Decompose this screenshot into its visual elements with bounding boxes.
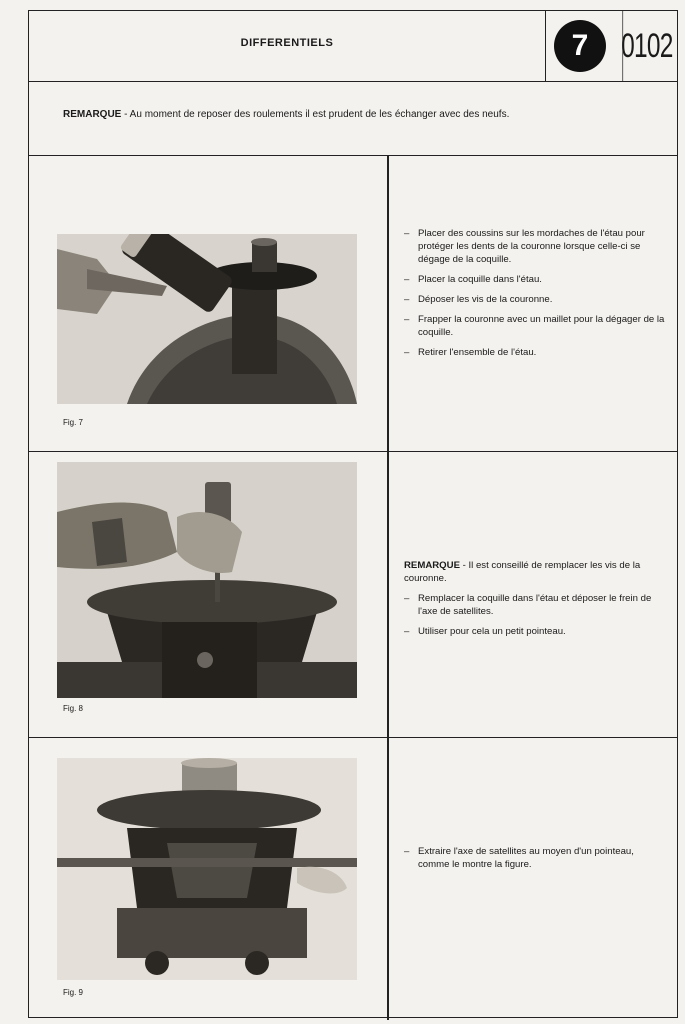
column-divider [387,156,389,452]
figure-7-photo [57,234,357,404]
steps-list [404,846,666,879]
section-fig8 [29,451,677,738]
figure-caption: Fig. 9 [63,988,84,997]
remark-text: - Il est conseillé de remplacer les vis de la couronne. [404,560,641,584]
manual-page [28,10,678,1018]
figure-9-photo [57,758,357,980]
steps-list [404,228,666,367]
figure-8-photo [57,462,357,698]
remark-label: REMARQUE [404,560,460,571]
section-fig9 [29,737,677,1020]
general-remark [63,109,663,120]
step-item: – Remplacer la coquille dans l'étau et déposer le frein de l'axe de satellites. [404,593,666,619]
section-remark [404,560,666,586]
page-title: DIFFERENTIELS [240,37,334,49]
step-item: – Déposer les vis de la couronne. [404,294,666,307]
column-divider [387,738,389,1020]
step-item: – Placer la coquille dans l'étau. [404,274,666,287]
step-item: – Retirer l'ensemble de l'étau. [404,347,666,360]
steps-list [404,560,666,646]
section-fig7 [29,155,677,452]
step-item: – Placer des coussins sur les mordaches de l'étau pour protéger les dents de la couronne lorsque celle-ci se dégage de la coquille. [404,228,666,267]
remark-text: - Au moment de reposer des roulements il est prudent de les échanger avec des neufs. [121,109,510,120]
page-number: 0102 [622,11,670,81]
chapter-badge: 7 [554,20,606,72]
step-item: – Extraire l'axe de satellites au moyen d'un pointeau, comme le montre la figure. [404,846,666,872]
figure-caption: Fig. 8 [63,704,84,713]
column-divider [387,452,389,738]
step-item: – Frapper la couronne avec un maillet pour la dégager de la coquille. [404,314,666,340]
chapter-cell [545,11,614,81]
figure-caption: Fig. 7 [63,418,84,427]
step-item: – Utiliser pour cela un petit pointeau. [404,626,666,639]
page-header [29,11,677,82]
remark-label: REMARQUE [63,109,122,120]
